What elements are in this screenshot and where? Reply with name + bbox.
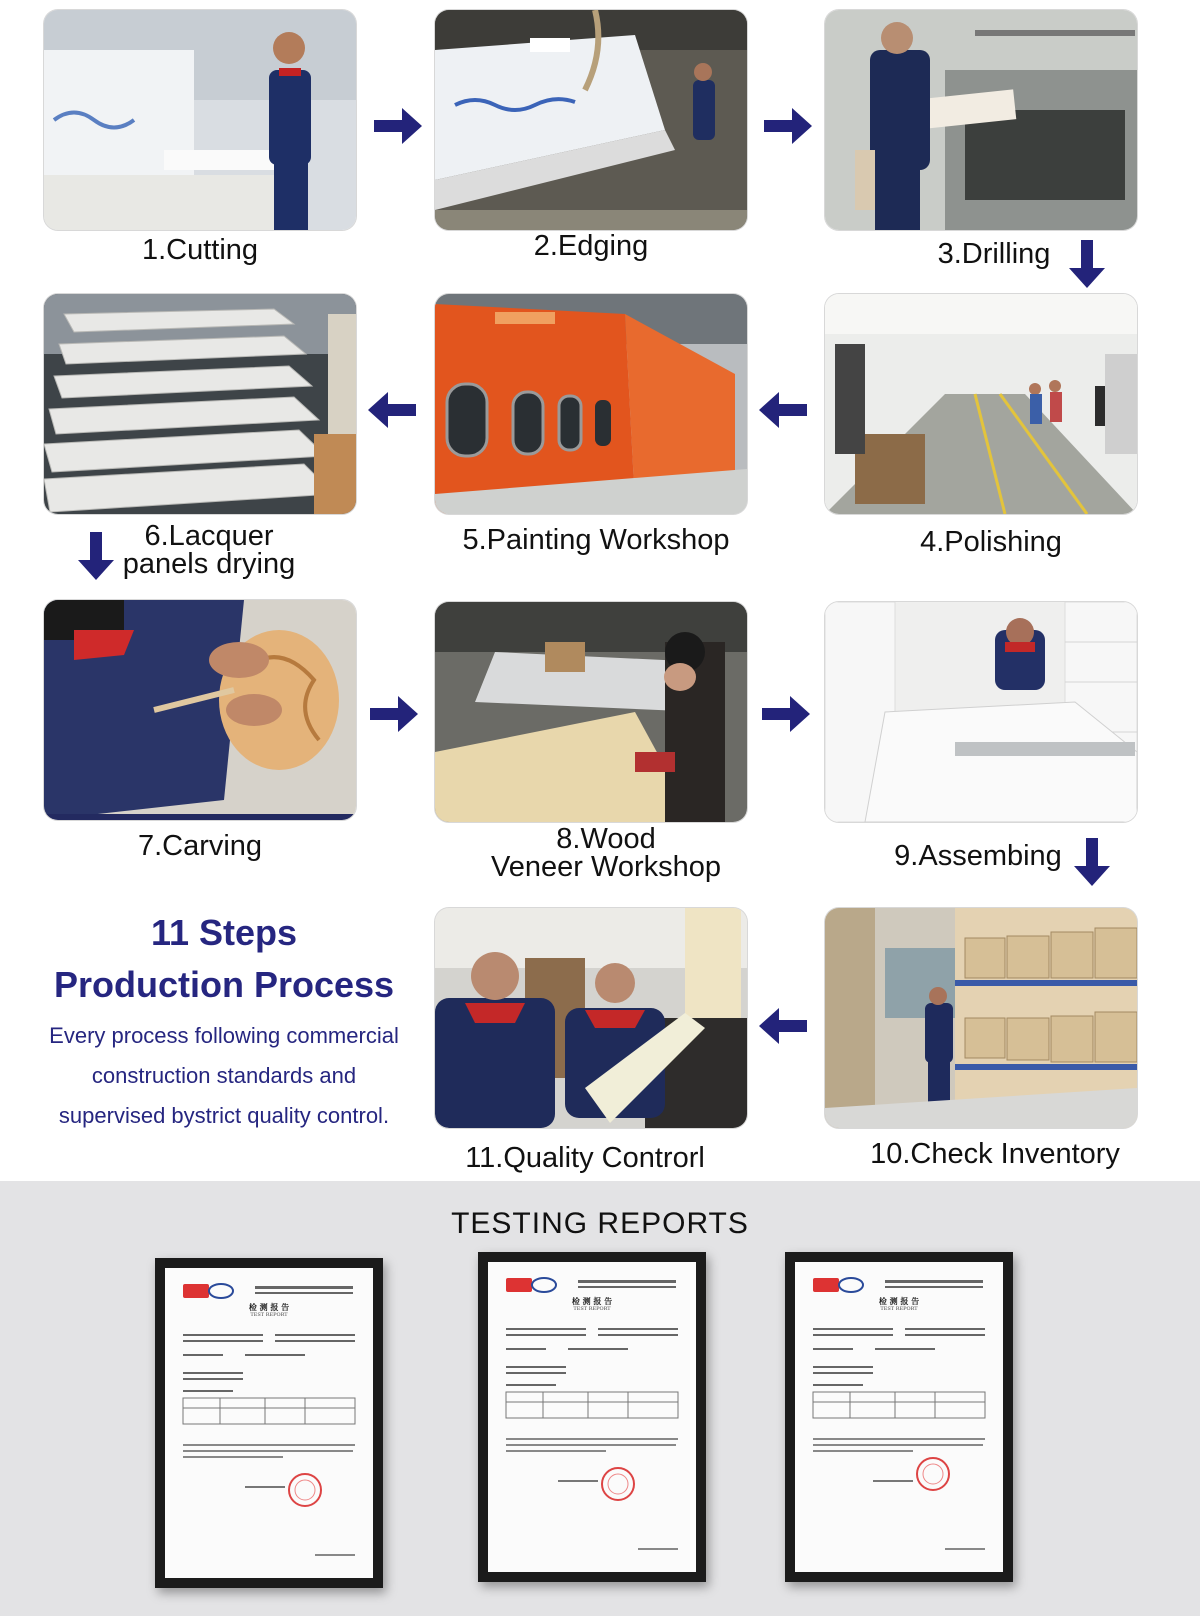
intro-title-line1: 11 Steps: [150, 912, 298, 953]
step-label-painting: 5.Painting Workshop: [462, 524, 730, 556]
report-doc-subtitle: TEST REPORT: [573, 1306, 611, 1312]
arrow-left-icon: [757, 384, 809, 436]
step-photo-quality-control: [435, 908, 747, 1128]
arrow-left-icon: [757, 1000, 809, 1052]
step-photo-painting: [435, 294, 747, 514]
step-photo-wood-veneer: [435, 602, 747, 822]
step-photo-assembling: [825, 602, 1137, 822]
step-photo-drilling: [825, 10, 1137, 230]
intro-desc-line2: construction standards and: [91, 1063, 357, 1088]
step-label-wood-line2: Veneer Workshop: [491, 851, 721, 883]
step-label-lacquer-line2: panels drying: [122, 548, 296, 580]
intro-description: [18, 1016, 430, 1136]
step-photo-carving: [44, 600, 356, 820]
arrow-right-icon: [762, 100, 814, 152]
intro-desc-line3: supervised bystrict quality control.: [58, 1103, 390, 1128]
report-doc-title: 检 测 报 告: [878, 1296, 920, 1306]
arrow-right-icon: [760, 688, 812, 740]
arrow-right-icon: [372, 100, 424, 152]
report-certificate-3[interactable]: [785, 1252, 1013, 1582]
testing-reports-title: TESTING REPORTS: [451, 1207, 749, 1240]
arrow-right-icon: [368, 688, 420, 740]
step-label-cutting: 1.Cutting: [141, 234, 259, 266]
step-photo-polishing: [825, 294, 1137, 514]
step-label-quality-control: 11.Quality Controrl: [465, 1142, 705, 1174]
intro-desc-line1: Every process following commercial: [49, 1023, 399, 1048]
report-doc-subtitle: TEST REPORT: [250, 1312, 288, 1318]
report-doc-title: 检 测 报 告: [248, 1302, 290, 1312]
arrow-down-icon: [1066, 836, 1118, 888]
step-label-drilling: 3.Drilling: [937, 238, 1051, 270]
arrow-left-icon: [366, 384, 418, 436]
step-photo-lacquer-drying: [44, 294, 356, 514]
step-label-wood-line1: 8.Wood: [556, 823, 656, 855]
arrow-down-icon: [70, 530, 122, 582]
step-label-wood-veneer: [430, 825, 782, 881]
report-doc-subtitle: TEST REPORT: [880, 1306, 918, 1312]
report-certificate-1[interactable]: [155, 1258, 383, 1588]
step-photo-edging: [435, 10, 747, 230]
testing-reports-section: [0, 1181, 1200, 1616]
arrow-down-icon: [1061, 238, 1113, 290]
step-label-check-inventory: 10.Check Inventory: [870, 1138, 1120, 1170]
intro-block: [18, 908, 430, 1136]
report-doc-title: 检 测 报 告: [571, 1296, 613, 1306]
step-label-lacquer-line1: 6.Lacquer: [144, 520, 274, 552]
step-photo-cutting: [44, 10, 356, 230]
step-label-carving: 7.Carving: [137, 830, 263, 862]
step-label-assembling: 9.Assembing: [894, 840, 1062, 872]
step-label-edging: 2.Edging: [533, 230, 649, 262]
report-certificate-2[interactable]: [478, 1252, 706, 1582]
intro-title-line2: Production Process: [53, 964, 395, 1005]
step-label-polishing: 4.Polishing: [920, 526, 1062, 558]
step-photo-check-inventory: [825, 908, 1137, 1128]
